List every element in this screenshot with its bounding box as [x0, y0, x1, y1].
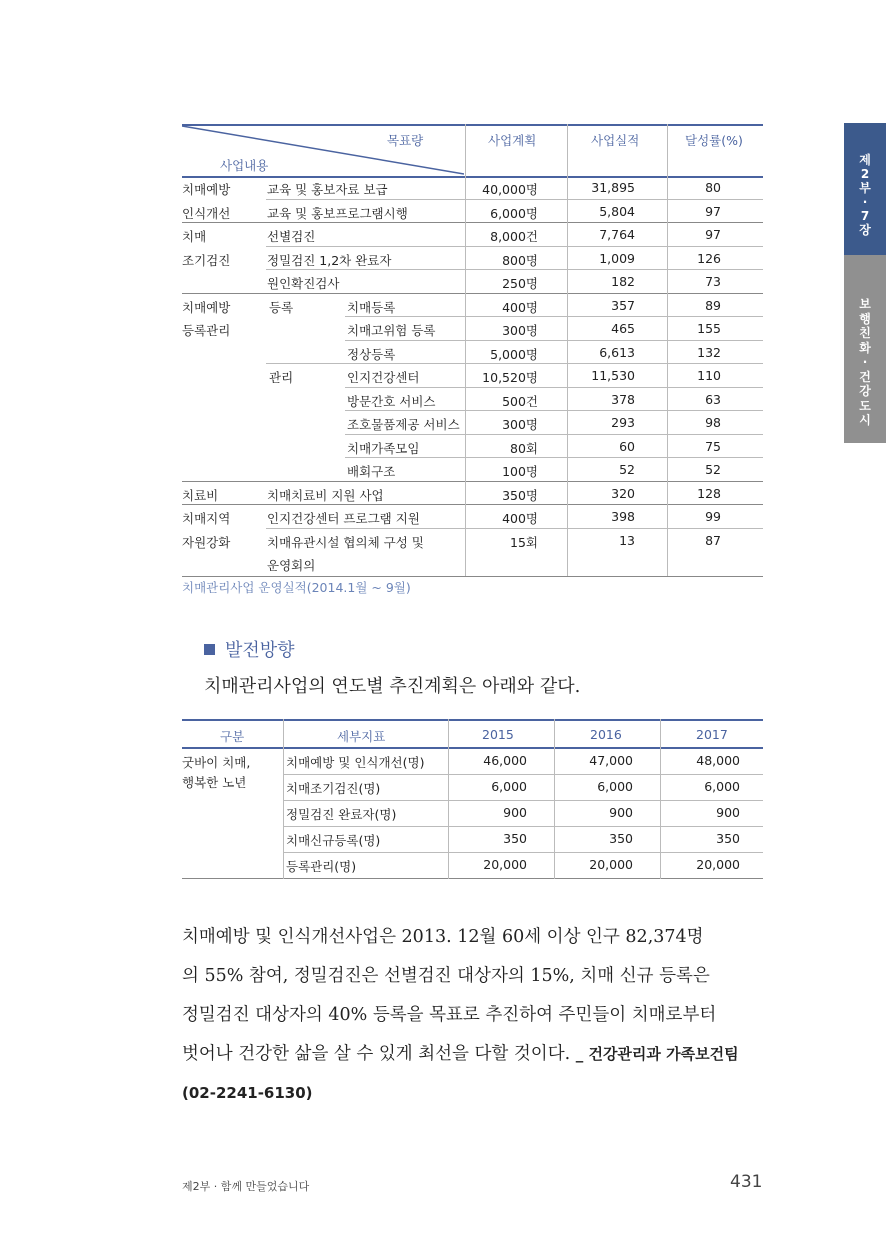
- table-row: [182, 364, 763, 387]
- row-category: 등록관리: [182, 323, 231, 338]
- chapter-tab: [844, 123, 886, 255]
- table-row: [182, 458, 763, 481]
- col-2016: 2016: [590, 727, 622, 742]
- body-line-2: 의 55% 참여, 정밀검진은 선별검진 대상자의 15%, 치매 신규 등록은: [182, 966, 710, 986]
- row-plan: 400명: [502, 299, 538, 315]
- row-rate: 126: [697, 250, 721, 266]
- row-item: 배회구조: [347, 464, 396, 479]
- row-2015: 20,000: [483, 857, 527, 872]
- row-result: 293: [611, 415, 635, 430]
- row-result: 6,613: [599, 344, 635, 360]
- row-plan: 10,520명: [482, 370, 538, 385]
- row-result: 13: [619, 532, 635, 548]
- row-rate: 97: [705, 227, 721, 242]
- row-result: 7,764: [599, 227, 635, 242]
- row-divider: [284, 800, 763, 801]
- phone-text: (02-2241-6130): [182, 1084, 313, 1102]
- row-plan: 100명: [502, 464, 538, 479]
- group-label-1: 굿바이 치매,: [182, 755, 251, 770]
- row-item: 선별검진: [267, 229, 316, 244]
- row-result: 5,804: [599, 203, 635, 219]
- row-divider: [284, 852, 763, 853]
- row-2015: 900: [503, 805, 527, 820]
- row-category: 치료비: [182, 487, 219, 503]
- row-category: 조기검진: [182, 252, 231, 268]
- row-indicator: 치매예방 및 인식개선(명): [286, 755, 425, 770]
- table-row: [182, 435, 763, 458]
- row-indicator: 정밀검진 완료자(명): [286, 807, 397, 822]
- column-divider: [465, 124, 466, 576]
- row-plan: 300명: [502, 323, 538, 338]
- table-row: [182, 317, 763, 340]
- row-2016: 6,000: [597, 779, 633, 794]
- row-category: 치매: [182, 229, 207, 244]
- row-rate: 87: [705, 532, 721, 548]
- table-row: [182, 482, 763, 505]
- row-rate: 97: [705, 203, 721, 219]
- body-line-1: 치매예방 및 인식개선사업은 2013. 12월 60세 이상 인구 82,374명: [182, 927, 704, 947]
- row-result: 52: [619, 462, 635, 477]
- row-subcategory: 등록: [269, 299, 294, 315]
- page-number: 431: [730, 1172, 763, 1192]
- table-row: [182, 294, 763, 317]
- table-row: [182, 223, 763, 246]
- row-item: 치매고위험 등록: [347, 323, 436, 338]
- row-plan: 250명: [502, 276, 538, 291]
- table-row: [182, 270, 763, 293]
- body-line-3: 정밀검진 대상자의 40% 등록을 목표로 추진하여 주민들이 치매로부터: [182, 1005, 717, 1025]
- body-line-4: 벗어나 건강한 삶을 살 수 있게 최선을 다할 것이다.: [182, 1044, 576, 1064]
- row-item: 교육 및 홍보자료 보급: [267, 182, 388, 197]
- row-result: 320: [611, 485, 635, 501]
- table-row: [182, 529, 763, 552]
- row-plan: 8,000건: [490, 229, 538, 244]
- row-result: 465: [611, 321, 635, 336]
- row-indicator: 치매조기검진(명): [286, 781, 381, 796]
- row-rate: 99: [705, 509, 721, 524]
- row-item: 치매치료비 지원 사업: [267, 487, 384, 503]
- row-2015: 350: [503, 831, 527, 846]
- row-subcategory: 관리: [269, 370, 294, 385]
- row-2017: 900: [716, 805, 740, 820]
- row-item: 조호물품제공 서비스: [347, 417, 460, 432]
- chapter-tab-label: 제 2 부 · 7 장: [859, 153, 871, 237]
- col-2015: 2015: [482, 727, 514, 742]
- header-result: 사업실적: [591, 133, 640, 148]
- row-result: 398: [611, 509, 635, 524]
- row-divider: [182, 878, 763, 879]
- col-2017: 2017: [696, 727, 728, 742]
- row-rate: 110: [697, 368, 721, 383]
- body-paragraph: [182, 918, 767, 1113]
- row-plan: 300명: [502, 417, 538, 432]
- row-plan: 400명: [502, 511, 538, 526]
- column-divider: [660, 719, 661, 879]
- table-row: [182, 388, 763, 411]
- section-heading: [204, 636, 295, 662]
- table-row: [182, 411, 763, 434]
- row-category: 치매예방: [182, 299, 231, 315]
- row-item: 치매등록: [347, 299, 396, 315]
- table-caption: 치매관리사업 운영실적(2014.1월 ~ 9월): [182, 580, 411, 595]
- row-rate: 132: [697, 344, 721, 360]
- row-category: 인식개선: [182, 205, 231, 221]
- row-plan: 15회: [510, 534, 538, 550]
- row-item-continuation: 운영회의: [267, 558, 316, 573]
- row-plan: 350명: [502, 487, 538, 503]
- row-plan: 80회: [510, 440, 538, 456]
- row-indicator: 치매신규등록(명): [286, 833, 381, 848]
- lead-text: 치매관리사업의 연도별 추진계획은 아래와 같다.: [204, 676, 581, 697]
- group-label-2: 행복한 노년: [182, 775, 247, 790]
- credit-text: _ 건강관리과 가족보건팀: [575, 1045, 739, 1063]
- row-result: 378: [611, 391, 635, 407]
- table-header: [182, 124, 763, 178]
- table-row: [182, 200, 763, 223]
- row-2017: 48,000: [696, 753, 740, 768]
- row-result: 1,009: [599, 250, 635, 266]
- row-result: 60: [619, 438, 635, 454]
- row-rate: 80: [705, 180, 721, 195]
- row-item: 교육 및 홍보프로그램시행: [267, 205, 408, 221]
- square-bullet-icon: [204, 644, 215, 655]
- row-2017: 6,000: [704, 779, 740, 794]
- row-plan: 5,000명: [490, 346, 538, 362]
- row-indicator: 등록관리(명): [286, 859, 357, 874]
- row-2016: 350: [609, 831, 633, 846]
- row-plan: 6,000명: [490, 205, 538, 221]
- row-category: 자원강화: [182, 534, 231, 550]
- column-divider: [567, 124, 568, 576]
- row-item: 인지건강센터 프로그램 지원: [267, 511, 420, 526]
- row-result: 11,530: [591, 368, 635, 383]
- row-category: 치매예방: [182, 182, 231, 197]
- row-rate: 52: [705, 462, 721, 477]
- row-rate: 75: [705, 438, 721, 454]
- column-divider: [448, 719, 449, 879]
- section-tab: [844, 255, 886, 443]
- row-result: 31,895: [591, 180, 635, 195]
- row-category: 치매지역: [182, 511, 231, 526]
- row-item: 원인확진검사: [267, 276, 340, 291]
- row-item: 정상등록: [347, 346, 396, 362]
- table-row: [182, 341, 763, 364]
- row-2017: 20,000: [696, 857, 740, 872]
- row-2016: 20,000: [589, 857, 633, 872]
- row-plan: 800명: [502, 252, 538, 268]
- row-item: 정밀검진 1,2차 완료자: [267, 252, 392, 268]
- row-2016: 47,000: [589, 753, 633, 768]
- row-result: 182: [611, 274, 635, 289]
- column-divider: [667, 124, 668, 576]
- row-rate: 128: [697, 485, 721, 501]
- column-divider: [554, 719, 555, 879]
- row-rate: 63: [705, 391, 721, 407]
- row-divider: [284, 774, 763, 775]
- row-2016: 900: [609, 805, 633, 820]
- row-item: 치매유관시설 협의체 구성 및: [267, 534, 424, 550]
- footer-label: 제2부 · 함께 만들었습니다: [182, 1180, 310, 1193]
- header-content: 사업내용: [220, 158, 269, 173]
- table-row: [182, 505, 763, 528]
- table-row: [182, 176, 763, 199]
- row-rate: 73: [705, 274, 721, 289]
- col-category: 구분: [220, 729, 245, 744]
- column-divider: [283, 719, 284, 879]
- row-rate: 155: [697, 321, 721, 336]
- row-2015: 6,000: [491, 779, 527, 794]
- row-item: 방문간호 서비스: [347, 393, 436, 409]
- header-target: 목표량: [387, 133, 424, 148]
- row-plan: 500건: [502, 393, 538, 409]
- row-2015: 46,000: [483, 753, 527, 768]
- header-rate: 달성률(%): [685, 133, 743, 148]
- row-result: 357: [611, 297, 635, 313]
- col-indicator: 세부지표: [337, 729, 386, 744]
- row-divider: [284, 826, 763, 827]
- row-rate: 98: [705, 415, 721, 430]
- row-2017: 350: [716, 831, 740, 846]
- header-plan: 사업계획: [488, 133, 537, 148]
- row-item: 치매가족모임: [347, 440, 420, 456]
- table-bottom-border: [182, 576, 763, 577]
- section-tab-label: 보 행 친 화 · 건 강 도 시: [859, 297, 871, 427]
- section-title: 발전방향: [225, 640, 295, 661]
- plan-table-header: [182, 719, 763, 749]
- row-rate: 89: [705, 297, 721, 313]
- table-row: [182, 247, 763, 270]
- row-plan: 40,000명: [482, 182, 538, 197]
- row-item: 인지건강센터: [347, 370, 420, 385]
